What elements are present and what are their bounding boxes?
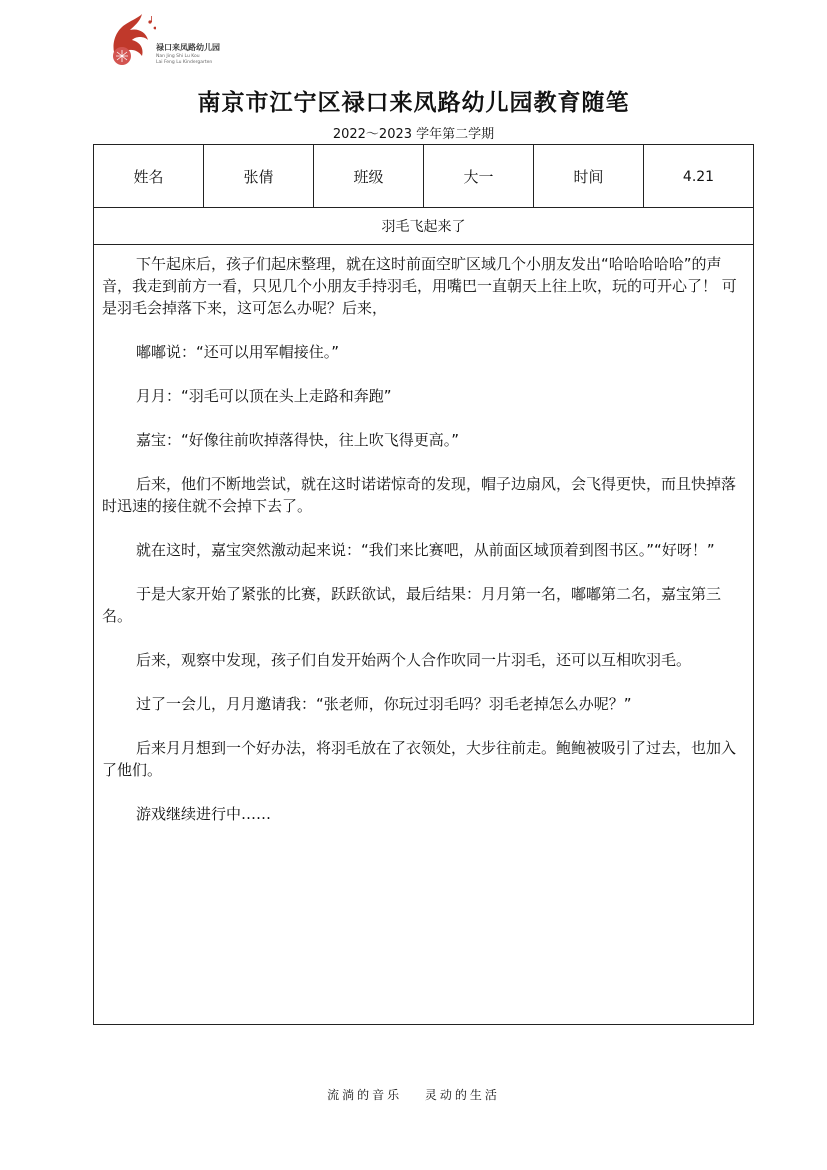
essay-paragraph: 后来，观察中发现，孩子们自发开始两个人合作吹同一片羽毛，还可以互相吹羽毛。 [136,651,692,669]
logo-name-en [156,54,220,66]
essay-topic: 羽毛飞起来了 [94,208,753,245]
logo-name-en-line1: Nan Jing Shi Lu Kou [156,54,200,59]
time-value: 4.21 [682,168,715,185]
essay-paragraph: 月月：“羽毛可以顶在头上走路和奔跑” [136,387,392,405]
essay-paragraph: 嘉宝：“好像往前吹掉落得快，往上吹飞得更高。” [136,431,460,449]
essay-paragraph: 嘟嘟说：“还可以用军帽接住。” [136,343,340,361]
footer-left: 流淌的音乐 [327,1088,403,1102]
kindergarten-logo [108,12,238,70]
essay-paragraph: 后来，他们不断地尝试，就在这时诺诺惊奇的发现，帽子边扇风，会飞得更快，而且快掉落时迅速的接住就不会掉下去了。 [102,475,737,515]
essay-paragraph: 后来月月想到一个好办法，将羽毛放在了衣领处，大步往前走。鲍鲍被吸引了过去，也加入了他们。 [102,739,737,779]
page-subtitle: 2022～2023 学年第二学期 [332,127,495,142]
page-title: 南京市江宁区禄口来凤路幼儿园教育随笔 [197,90,630,116]
logo-emblem-icon [108,12,156,68]
class-label: 班级 [314,145,424,208]
name-value: 张倩 [204,145,314,208]
essay-paragraph: 下午起床后，孩子们起床整理，就在这时前面空旷区域几个小朋友发出“哈哈哈哈哈”的声音，我走到前方一看，只见几个小朋友手持羽毛，用嘴巴一直朝天上往上吹，玩的可开心了！ 可是羽毛会掉落下来，这可怎么办呢？后来， [102,255,737,317]
essay-paragraph: 游戏继续进行中…… [136,805,272,823]
essay-paragraph: 过了一会儿，月月邀请我：“张老师，你玩过羽毛吗？羽毛老掉怎么办呢？” [136,695,632,713]
time-label: 时间 [534,145,644,208]
logo-name-en-line2: Lai Feng Lu Kindergarten [156,60,213,65]
name-label: 姓名 [94,145,204,208]
essay-paragraph: 于是大家开始了紧张的比赛，跃跃欲试，最后结果：月月第一名，嘟嘟第二名，嘉宝第三名。 [102,585,722,625]
essay-body [102,253,747,847]
info-row [94,145,753,208]
page-footer [0,1086,827,1103]
logo-name-cn: 禄口来凤路幼儿园 [156,43,220,52]
footer-right: 灵动的生活 [424,1088,500,1102]
class-value: 大一 [424,145,534,208]
essay-paragraph: 就在这时，嘉宝突然激动起来说：“我们来比赛吧，从前面区域顶着到图书区。”“好呀！” [136,541,715,559]
essay-table [93,144,754,1025]
